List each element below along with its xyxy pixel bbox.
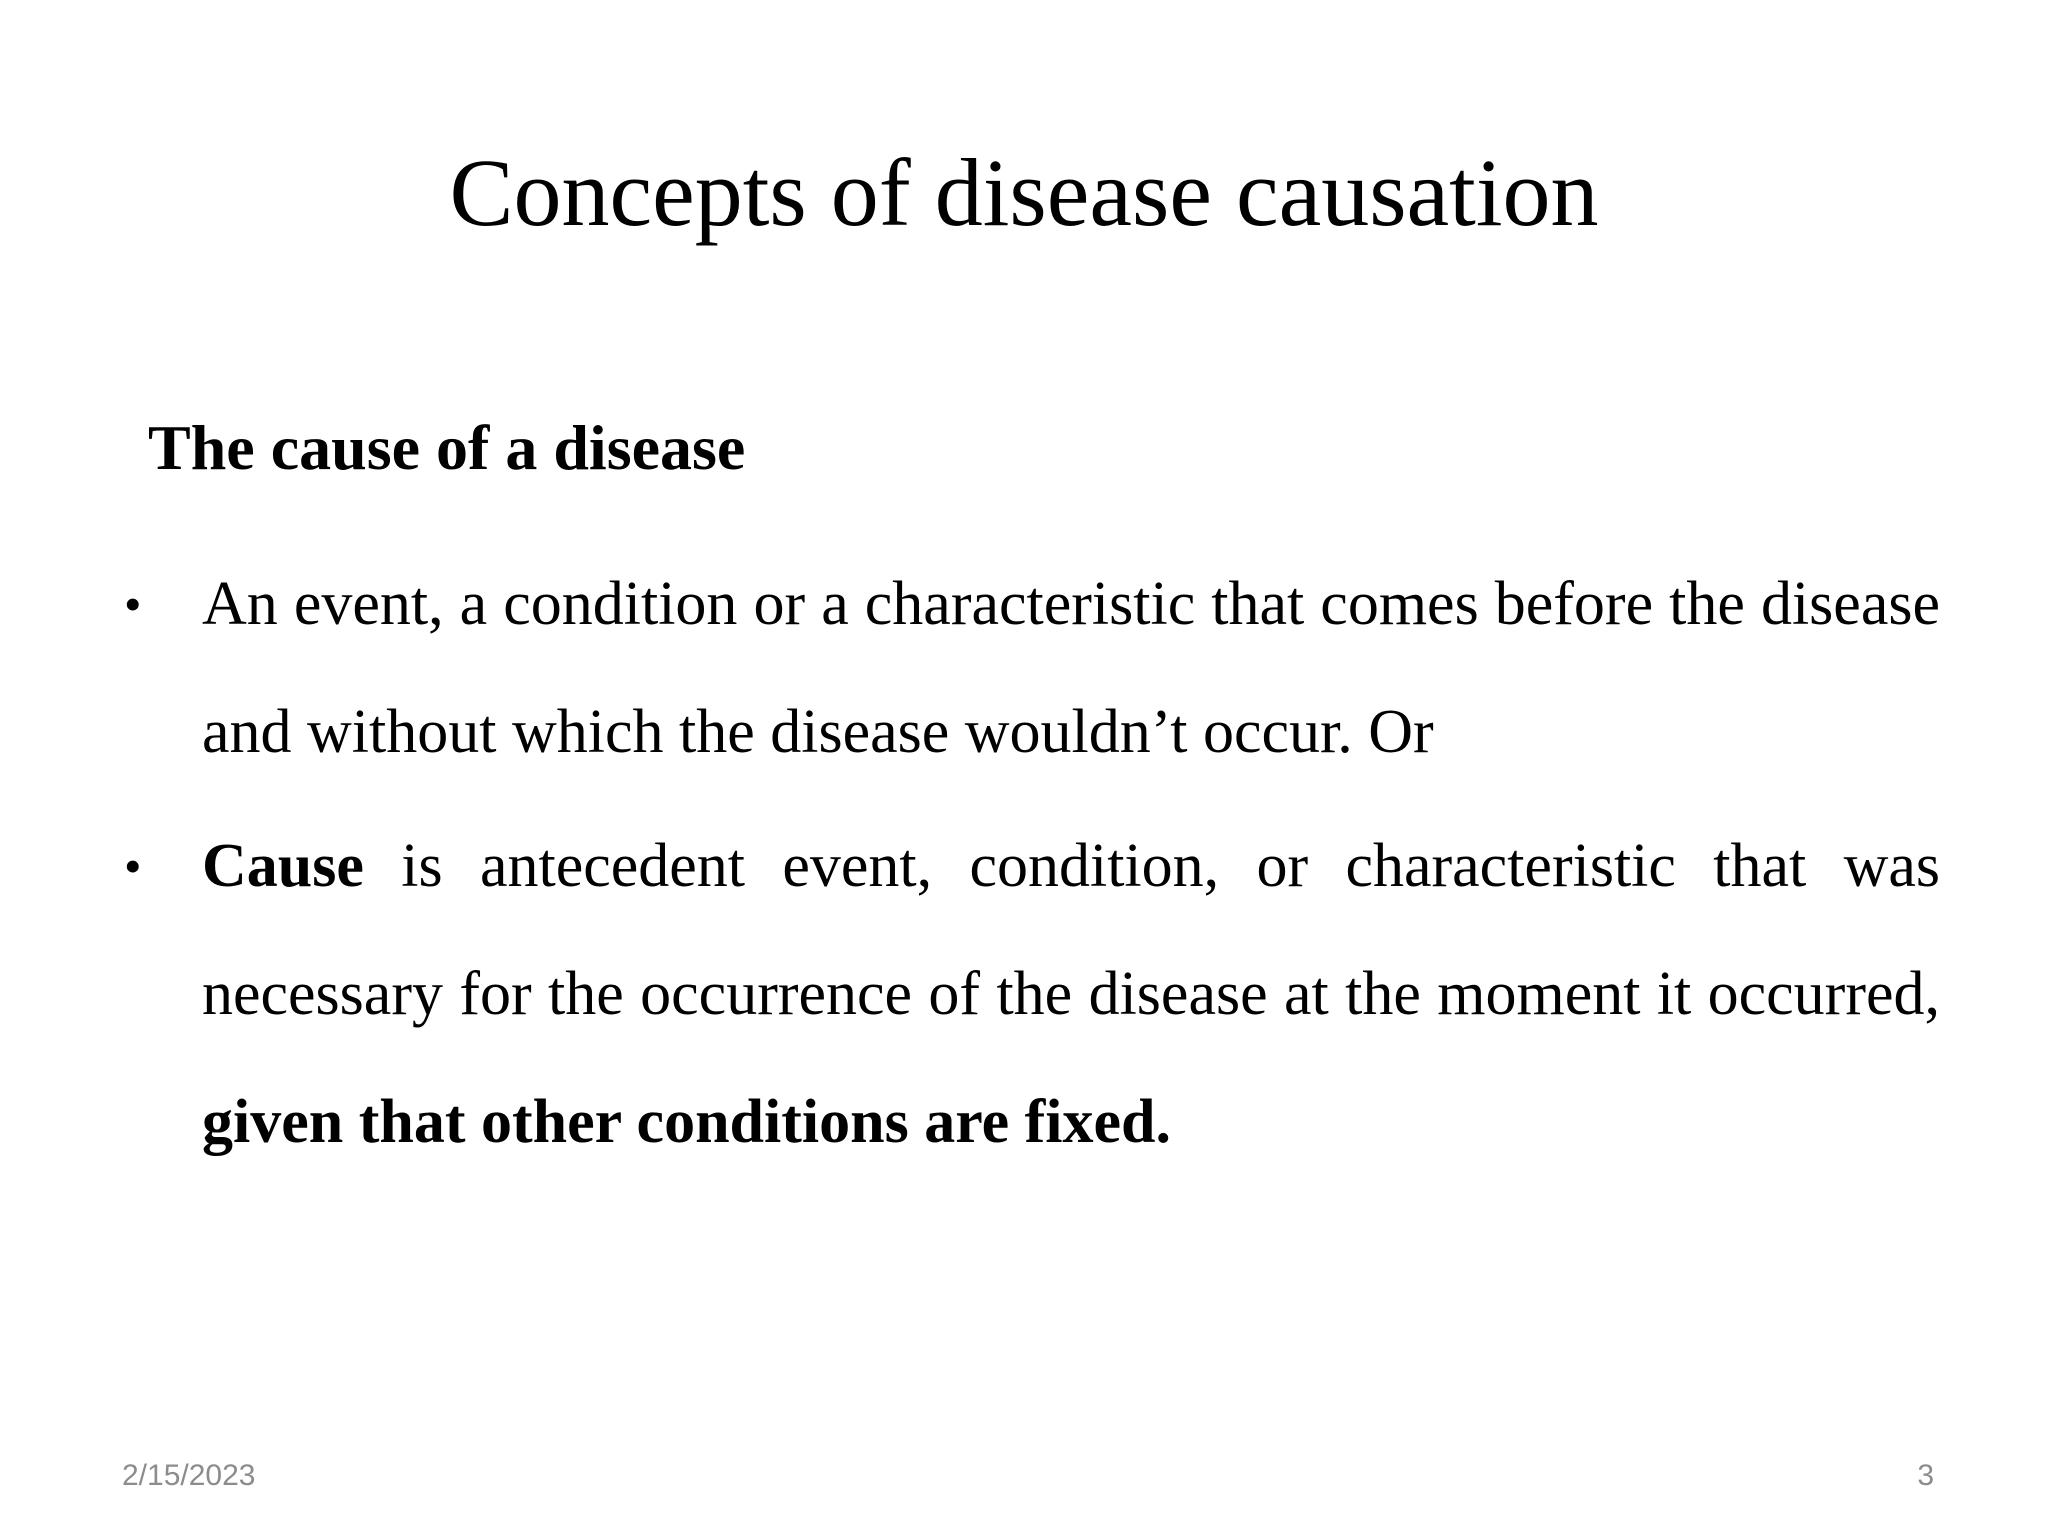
bullet-lead-bold: Cause xyxy=(202,832,364,900)
bullet-tail-bold: given that other conditions are fixed. xyxy=(202,1088,1172,1156)
bullet-item xyxy=(120,540,1940,796)
bullet-marker: • xyxy=(124,576,142,632)
subheading: The cause of a disease xyxy=(148,412,746,483)
footer-date: 2/15/2023 xyxy=(122,1459,256,1492)
bullet-text: An event, a condition or a characteristic that comes before the disease and without which the disease wouldn’t occur. Or xyxy=(202,570,1940,766)
slide-title: Concepts of disease causation xyxy=(449,139,1599,246)
bullet-list xyxy=(120,540,1940,1192)
bullet-item xyxy=(120,802,1940,1186)
bullet-marker: • xyxy=(124,838,142,894)
bullet-text: is antecedent event, condition, or characteristic that was necessary for the occurrence of the disease at the moment it occurred, xyxy=(202,832,1940,1028)
footer-page-number: 3 xyxy=(1917,1459,1934,1492)
